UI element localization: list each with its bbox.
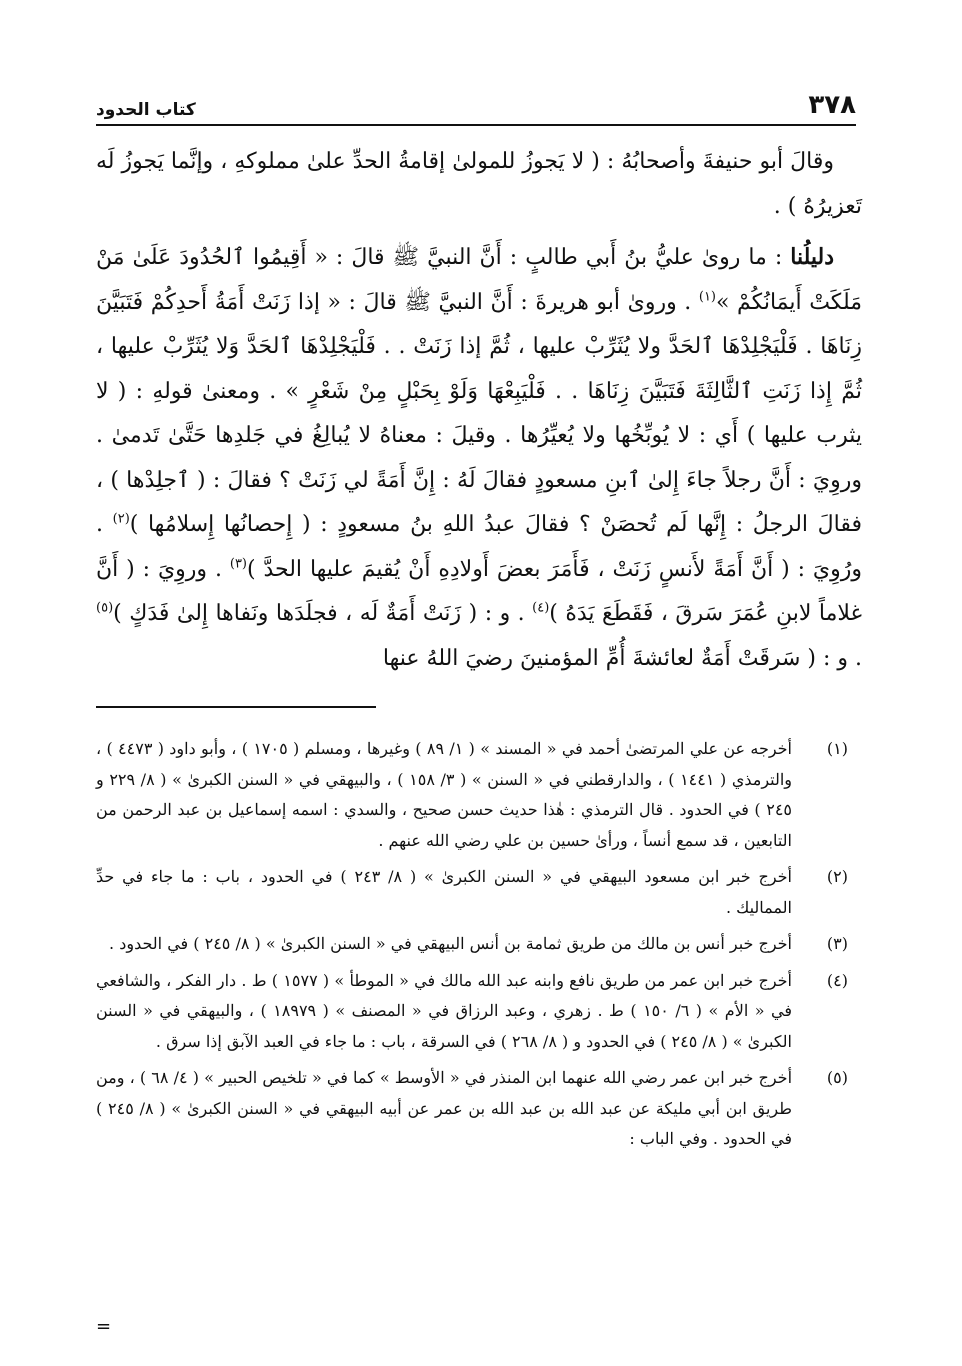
evidence-label: دليلُنا	[790, 244, 834, 270]
footnote-number: (٤)	[826, 970, 848, 990]
footnote-ref-2[interactable]: (٢)	[112, 511, 130, 527]
footnotes	[96, 734, 862, 1161]
footnote-text: أخرجه عن علي المرتضىٰ أحمد في « المسند » ( ١/ ٨٩ ) وغيرها ، ومسلم ( ١٧٠٥ ) ، وأبو داود ( ٤٤٧٣ ) ، والترمذي ( ١٤٤١ ) ، والدارقطني في « السنن » ( ٣/ ١٥٨ ) ، والبيهقي في « السنن الكبرىٰ » ( ٨/ ٢٢٩ و ٢٤٥ ) في الحدود . قال الترمذي : هٰذا حديث حسن صحيح ، والسدي : اسمه إسماعيل بن عبد الرحمن من التابعين ، قد سمع أنساً ، ورأىٰ حسين بن علي رضي الله عنهم .	[96, 739, 793, 850]
footnote-text: أخرج خبر ابن عمر من طريق نافع وابنه عبد الله مالك في « الموطأ » ( ١٥٧٧ ) ط . دار الفكر ، والشافعي في « الأم » ( ٦/ ١٥٠ ) ط . زهري ، وعبد الرزاق في « المصنف » ( ١٨٩٧٩ ) ، والبيهقي في « السنن الكبرىٰ » ( ٨/ ٢٤٥ ) في الحدود و ( ٨/ ٢٦٨ ) في السرقة ، باب : ما جاء في العبد الآبق إذا سرق .	[96, 970, 792, 1051]
paragraph-2-part-f: . و : ( سَرقَتْ أَمَةٌ لعائشةَ أُمِّ المؤمنينَ رضيَ اللهُ عنها	[382, 645, 862, 671]
footnote-ref-4[interactable]: (٤)	[532, 600, 550, 616]
paragraph-1: وقالَ أبو حنيفةَ وأصحابُهُ : ( لا يَجوزُ للمولىٰ إقامةُ الحدِّ علىٰ مملوكهِ ، وإنَّما يَجوزُ لَه تَعزيرُهُ ) .	[96, 149, 862, 219]
footnote-divider	[96, 706, 376, 708]
footnote-5	[96, 1063, 862, 1155]
footnote-3	[96, 929, 862, 960]
footnote-number: (٥)	[826, 1068, 848, 1087]
footnote-number: (٣)	[826, 934, 848, 953]
footnote-2	[96, 862, 862, 923]
footnote-number: (١)	[826, 739, 848, 758]
main-text	[96, 140, 862, 687]
paragraph-2-part-e: . و : ( زَنَتْ أَمَةٌ لَه ، فجلَدَها ونَفاها إِلىٰ فَدَكٍ )	[113, 601, 533, 626]
footnote-ref-1[interactable]: (١)	[698, 289, 716, 305]
paragraph-2-part-a: : ما روىٰ عليُّ بنُ أَبي طالبٍ : أَنَّ النبيَّ ﷺ قالَ : « أَقِيمُوا ٱلحُدُودَ عَلَىٰ مَنْ مَلَكَتْ أَيمَانُكُمْ »	[96, 245, 863, 315]
paragraph-2-part-d: . وروِيَ : ( أَنَّ غلاماً لابنِ عُمَرَ سَرقَ ، فَقَطَعَ يَدَهُ )	[96, 556, 862, 626]
footnote-ref-3[interactable]: (٣)	[229, 556, 247, 572]
paragraph-2-part-b: . وروىٰ أبو هريرةَ : أَنَّ النبيَّ ﷺ قالَ : « إذا زَنَتْ أَمَةُ أَحدِكُمْ فَتَبَيَّنَ زِنَاهَا . فَلْيَجْلِدْهَا ٱلحَدَّ ولا يُثَرِّبْ عليها ، ثُمَّ إذا زَنَتْ . . فَلْيَجْلِدْهَا ٱلحَدَّ وَلا يُثَرِّبْ عليها ، ثُمَّ إِذا زَنَتِ ٱلثَّالِثَةَ فَتَبَيَّنَ زِنَاهَا . . فَلْيَبِعْهَا وَلَوْ بِحَبْلٍ مِنْ شَعْرٍ » . ومعنىٰ قولهِ : ( لا يثرب عليها ) أَي : لا يُوبِّخُها ولا يُعيِّرُها . وقيلَ : معناهُ لا يُبالِغُ في جَلدِها حَتَّىٰ تَدمىٰ . وروِيَ : أَنَّ رجلاً جاءَ إِلىٰ ٱبنِ مسعودٍ فقالَ لَهُ : إِنَّ أَمَةً لي زَنَتْ ؟ فقالَ : ( ٱجلِدْها ) ، فقالَ الرجلُ : إِنَّها لَم تُحصَنْ ؟ فقالَ عبدُ اللهِ بنُ مسعودٍ : ( إِحصانُها إِسلامُها )	[96, 289, 862, 537]
footnote-4	[96, 966, 862, 1058]
footnote-ref-5[interactable]: (٥)	[96, 600, 114, 616]
page-header	[96, 84, 856, 126]
paragraph-2	[96, 235, 862, 681]
continuation-mark: =	[96, 1316, 112, 1337]
footnote-text: أخرج خبر ابن عمر رضي الله عنهما ابن المنذر في « الأوسط » كما في « تلخيص الحبير » ( ٤/ ٦٨ ) ، ومن طريق ابن أبي مليكة عن عبد الله بن عبد الله بن عمر عن أبيه البيهقي في « السنن الكبرىٰ » ( ٨/ ٢٤٥ ) في الحدود . وفي الباب :	[96, 1068, 793, 1148]
footnote-text: أخرج خبر أنس بن مالك من طريق ثمامة بن أنس البيهقي في « السنن الكبرىٰ » ( ٨/ ٢٤٥ ) في الحدود .	[109, 934, 792, 953]
paragraph-2-part-c: . ورُوِيَ : ( أَنَّ أَمَةً لأَنسٍ زَنَتْ ، فَأَمَرَ بعضَ أَولادِهِ أَنْ يُقيمَ عليها الحدَّ )	[96, 512, 862, 582]
page-number: ٣٧٨	[808, 90, 856, 120]
footnote-1	[96, 734, 862, 856]
footnote-number: (٢)	[826, 867, 848, 886]
footnote-text: أخرج خبر ابن مسعود البيهقي في « السنن الكبرىٰ » ( ٨/ ٢٤٣ ) في الحدود ، باب : ما جاء في حدِّ المماليك .	[96, 867, 792, 917]
running-title: كتاب الحدود	[96, 100, 196, 120]
